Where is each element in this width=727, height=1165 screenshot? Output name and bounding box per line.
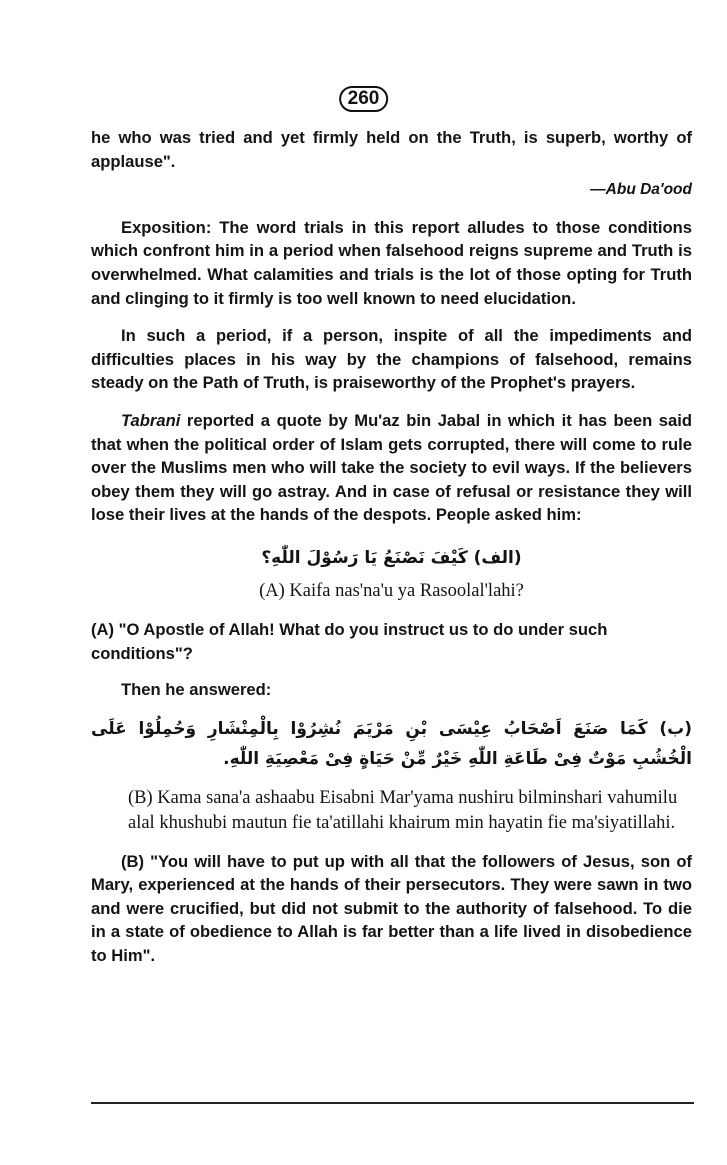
transliteration-answer: (B) Kama sana'a ashaabu Eisabni Mar'yama nushiru bilminshari vahumilu alal khushubi mautun fie ta'atillahi khairum min hayatin fie ma'siyatillahi. [128, 787, 678, 833]
arabic-answer: (ب) كَمَا صَنَعَ اَصْحَابُ عِيْسَى بْنِ مَرْيَمَ نُشِرُوْا بِالْمِنْشَارِ وَحُمِلُوْا عَلَى الْخُشُبِ مَوْتٌ فِىْ طَاعَةِ اللّٰهِ خَيْرٌ مِّنْ حَيَاةٍ فِىْ مَعْصِيَةِ اللّٰهِ. [91, 718, 692, 769]
bottom-rule [91, 1102, 694, 1104]
exposition-text: The word trials in this report alludes to those conditions which confront him in a period when falsehood reigns supreme and Truth is overwhelmed. What calamities and trials is the lot of those opting for Truth and clinging to it firmly is too well known to need elucidation. [91, 217, 692, 308]
then-answered: Then he answered: [121, 680, 272, 700]
page-number: 260 [339, 86, 389, 112]
paragraph-steadfastness: In such a period, if a person, inspite of all the impediments and difficulties places in his way by the champions of falsehood, remains steady on the Path of Truth, is praiseworthy of the Prophet's prayers. [91, 326, 692, 393]
paragraph-exposition [91, 216, 692, 310]
tabrani-name: Tabrani [121, 410, 181, 430]
transliteration-question: (A) Kaifa nas'na'u ya Rasoolal'lahi? [259, 580, 524, 601]
page-body [91, 126, 692, 968]
translation-answer: (B) "You will have to put up with all that the followers of Jesus, son of Mary, experienced at the hands of their persecutors. They were sawn in two and were crucified, but did not submit to the authority of falsehood. To die in a state of obedience to Allah is far better than a life lived in disobedience to Him". [91, 851, 692, 966]
paragraph-hadith-end: he who was tried and yet firmly held on the Truth, is superb, worthy of applause". [91, 128, 692, 171]
tabrani-text: reported a quote by Mu'az bin Jabal in which it has been said that when the political order of Islam gets corrupted, there will come to rule over the Muslims men who will take the society to evil ways. If the believers obey them they will go astray. And in case of refusal or resistance they will lose their lives at the hands of the despots. People asked him: [91, 410, 692, 525]
translation-question: (A) "O Apostle of Allah! What do you instruct us to do under such conditions"? [91, 619, 608, 663]
arabic-question: (الف) كَيْفَ نَصْنَعُ يَا رَسُوْلَ اللّٰهِ؟ [261, 547, 522, 568]
exposition-label: Exposition: [121, 217, 212, 237]
attribution: —Abu Da'ood [590, 181, 692, 199]
paragraph-tabrani [91, 409, 692, 527]
